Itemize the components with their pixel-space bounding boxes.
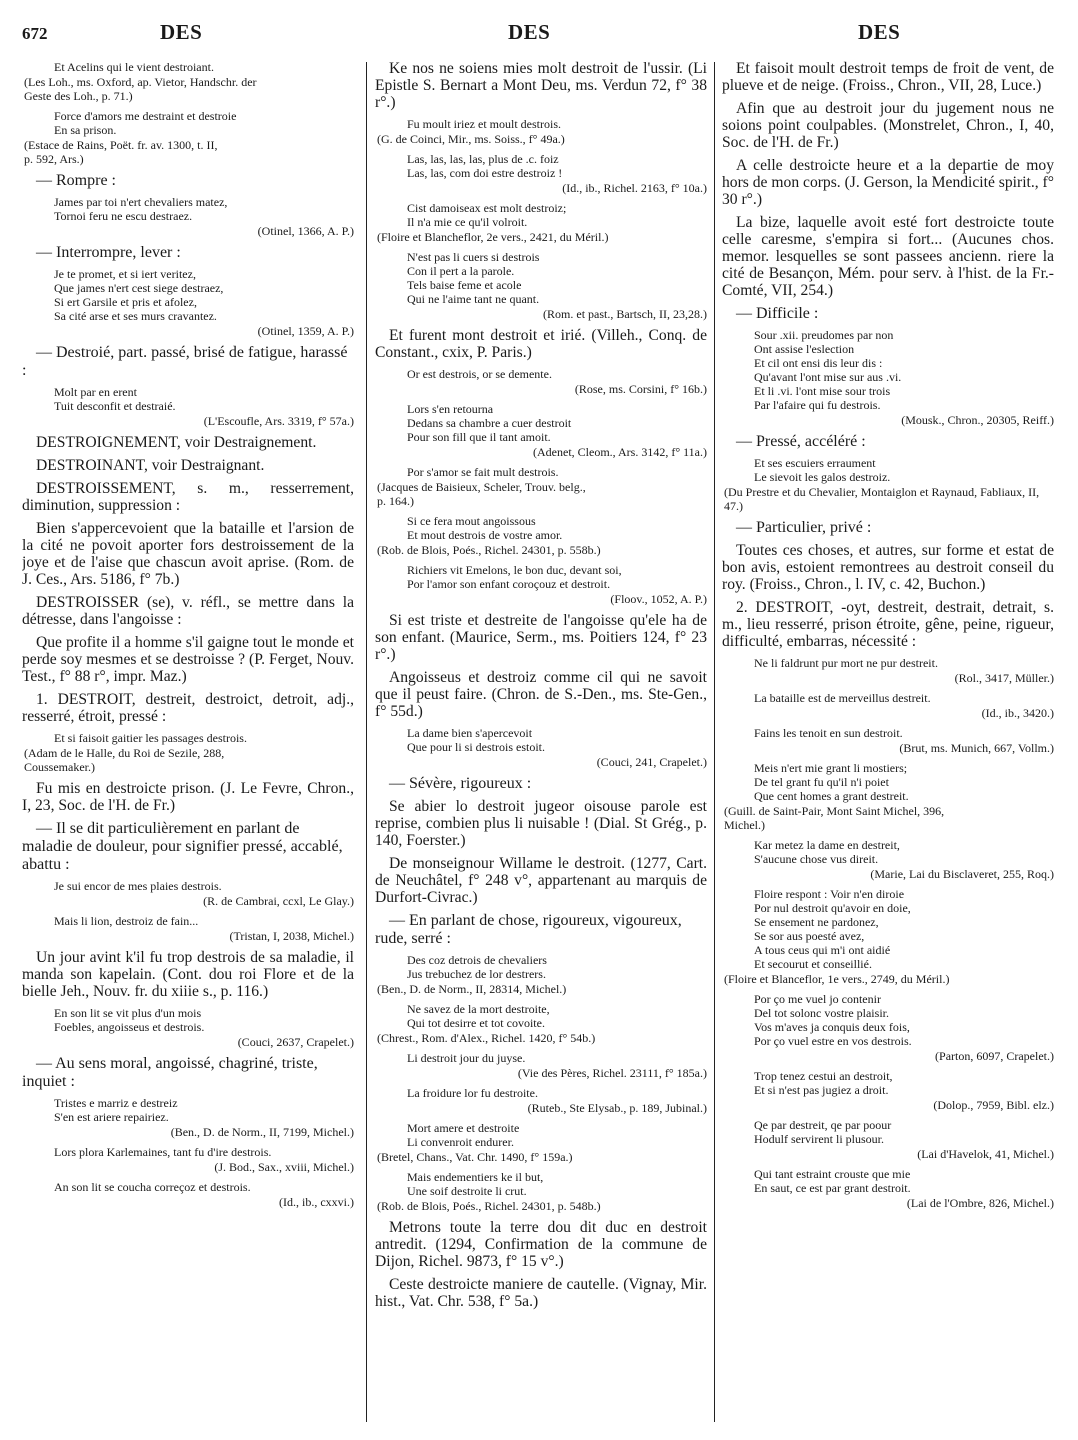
source-reference: (Ben., D. de Norm., II, 28314, Michel.) bbox=[377, 982, 567, 996]
verse-quote: Ne savez de la mort destroite, Qui tot desirre et tot covoite. bbox=[407, 1002, 550, 1030]
verse-quote: En son lit se vit plus d'un mois Foebles, angoisseus et destrois. bbox=[54, 1006, 205, 1034]
verse-quote: Ne li faldrunt pur mort ne pur destreit. bbox=[754, 656, 938, 670]
source-reference: (Lai de l'Ombre, 826, Michel.) bbox=[906, 1196, 1054, 1210]
source-reference: (J. Bod., Sax., xviii, Michel.) bbox=[214, 1160, 354, 1174]
source-reference: (G. de Coinci, Mir., ms. Soiss., f° 49a.) bbox=[377, 132, 565, 146]
sense-heading: — Difficile : bbox=[736, 305, 819, 322]
source-reference: (Rom. et past., Bartsch, II, 23,28.) bbox=[543, 307, 707, 321]
citation-prose: Si est triste et destreite de l'angoisse qu'ele ha de son enfant. (Maurice, Serm., ms. Poitiers 124, f° 23 r°.) bbox=[375, 612, 707, 663]
column-divider bbox=[714, 62, 715, 1422]
source-reference: (Tristan, I, 2038, Michel.) bbox=[229, 929, 354, 943]
dictionary-entry: DESTROINANT, voir Destraignant. bbox=[36, 457, 265, 474]
dictionary-entry: 2. DESTROIT, -oyt, destreit, destrait, detrait, s. m., lieu resserré, prison étroite, gêne, peine, rigueur, difficulté, embarras, nécessité : bbox=[722, 599, 1054, 650]
citation-prose: Ceste destroicte maniere de cautelle. (Vignay, Mir. hist., Vat. Chr. 538, f° 5a.) bbox=[375, 1276, 707, 1310]
source-reference: (Lai d'Havelok, 41, Michel.) bbox=[917, 1147, 1054, 1161]
source-reference: (Ruteb., Ste Elysab., p. 189, Jubinal.) bbox=[527, 1101, 707, 1115]
source-reference: (Vie des Pères, Richel. 23111, f° 185a.) bbox=[517, 1066, 707, 1080]
dictionary-column-2 bbox=[375, 60, 707, 1430]
verse-quote: Force d'amors me destraint et destroie En sa prison. bbox=[54, 109, 237, 137]
source-reference: (Id., ib., cxxvi.) bbox=[279, 1195, 354, 1209]
source-reference: (Guill. de Saint-Pair, Mont Saint Michel, 396, Michel.) bbox=[724, 804, 945, 832]
source-reference: (Ben., D. de Norm., II, 7199, Michel.) bbox=[170, 1125, 354, 1139]
verse-quote: James par toi n'ert chevaliers matez, Tornoi feru ne escu destraez. bbox=[54, 195, 228, 223]
source-reference: (Floire et Blanceflor, 1e vers., 2749, du Méril.) bbox=[724, 972, 950, 986]
source-reference: (Les Loh., ms. Oxford, ap. Vietor, Handschr. der Geste des Loh., p. 71.) bbox=[24, 75, 257, 103]
sense-heading: — Destroié, part. passé, brisé de fatigue, harassé : bbox=[22, 344, 348, 379]
source-reference: (Dolop., 7959, Bibl. elz.) bbox=[933, 1098, 1054, 1112]
citation-prose: Angoisseus et destroiz comme cil qui ne savoit que il peust faire. (Chron. de S.-Den., ms. Ste-Gen., f° 55d.) bbox=[375, 669, 707, 720]
verse-quote: Por ço me vuel jo contenir Del tot solonc vostre plaisir. Vos m'aves ja conquis deux fois, Por ço vuel estre en vos destrois. bbox=[754, 992, 912, 1048]
source-reference: (Id., ib., 3420.) bbox=[981, 706, 1054, 720]
verse-quote: Qe par destreit, qe par poour Hodulf servirent li plusour. bbox=[754, 1118, 892, 1146]
source-reference: (Couci, 2637, Crapelet.) bbox=[237, 1035, 354, 1049]
dictionary-entry: DESTROISSEMENT, s. m., resserrement, diminution, suppression : bbox=[22, 480, 354, 514]
citation-prose: Ke nos ne soiens mies molt destroit de l'ussir. (Li Epistle S. Bernart a Mont Deu, ms. Verdun 72, f° 38 r°.) bbox=[375, 60, 707, 111]
verse-quote: Por s'amor se fait mult destrois. bbox=[407, 465, 559, 479]
source-reference: (Floov., 1052, A. P.) bbox=[610, 592, 707, 606]
citation-prose: Afin que au destroit jour du jugement nous ne soions point coulpables. (Monstrelet, Chron., I, 40, Soc. de l'H. de Fr.) bbox=[722, 100, 1054, 151]
verse-quote: An son lit se coucha correçoz et destrois. bbox=[54, 1180, 251, 1194]
verse-quote: Je sui encor de mes plaies destrois. bbox=[54, 879, 222, 893]
source-reference: (Chrest., Rom. d'Alex., Richel. 1420, f° 54b.) bbox=[377, 1031, 596, 1045]
source-reference: (Otinel, 1359, A. P.) bbox=[257, 324, 354, 338]
running-headword-center: DES bbox=[508, 20, 551, 44]
source-reference: (Parton, 6097, Crapelet.) bbox=[935, 1049, 1054, 1063]
verse-quote: Lors plora Karlemaines, tant fu d'ire destrois. bbox=[54, 1145, 272, 1159]
source-reference: (Mousk., Chron., 20305, Reiff.) bbox=[901, 413, 1054, 427]
verse-quote: La froidure lor fu destroite. bbox=[407, 1086, 538, 1100]
page-number: 672 bbox=[22, 24, 48, 43]
verse-quote: Cist damoiseax est molt destroiz; Il n'a mie ce qu'il volroit. bbox=[407, 201, 567, 229]
source-reference: (Rob. de Blois, Poés., Richel. 24301, p. 558b.) bbox=[377, 543, 601, 557]
sense-heading: — Interrompre, lever : bbox=[36, 244, 181, 261]
citation-prose: Bien s'appercevoient que la bataille et l'arsion de la cité ne povoit aporter fors destroissement de la joye et de l'aise que chascun avoit aprise. (Rom. de J. Ces., Ars. 5186, f° 7b.) bbox=[22, 520, 354, 588]
source-reference: (Marie, Lai du Bisclaveret, 255, Roq.) bbox=[870, 867, 1054, 881]
column-divider bbox=[366, 62, 367, 1422]
sense-heading: — Sévère, rigoureux : bbox=[389, 775, 532, 792]
running-headword-right: DES bbox=[858, 20, 901, 44]
source-reference: (Floire et Blancheflor, 2e vers., 2421, du Méril.) bbox=[377, 230, 609, 244]
verse-quote: Tristes e marriz e destreiz S'en est ariere repairiez. bbox=[54, 1096, 178, 1124]
source-reference: (Du Prestre et du Chevalier, Montaiglon et Raynaud, Fabliaux, II, 47.) bbox=[724, 485, 1040, 513]
verse-quote: Kar metez la dame en destreit, S'aucune chose vus direit. bbox=[754, 838, 900, 866]
verse-quote: Si ce fera mout angoissous Et mout destrois de vostre amor. bbox=[407, 514, 563, 542]
verse-quote: La bataille est de merveillus destreit. bbox=[754, 691, 931, 705]
citation-prose: A celle destroicte heure et a la departie de moy hors de mon corps. (J. Gerson, la Mendicité spirit., f° 30 r°.) bbox=[722, 157, 1054, 208]
source-reference: (Jacques de Baisieux, Scheler, Trouv. belg., p. 164.) bbox=[377, 480, 586, 508]
sense-heading: — Il se dit particulièrement en parlant de maladie de douleur, pour signifier pressé, accablé, abattu : bbox=[22, 820, 343, 873]
source-reference: (Id., ib., Richel. 2163, f° 10a.) bbox=[562, 181, 707, 195]
source-reference: (Couci, 241, Crapelet.) bbox=[596, 755, 707, 769]
verse-quote: Floire respont : Voir n'en diroie Por nul destroit qu'avoir en doie, Se ensement ne pardonez, Se sor aus poesté avez, A tous ceus qui m'i ont aidié Et secourut et conseillié. bbox=[754, 887, 911, 971]
verse-quote: Lors s'en retourna Dedans sa chambre a cuer destroit Pour son fill que il tant amoit. bbox=[407, 402, 572, 444]
verse-quote: Mais endementiers ke il but, Une soif destroite li crut. bbox=[407, 1170, 544, 1198]
dictionary-column-3 bbox=[722, 60, 1054, 1430]
verse-quote: La dame bien s'apercevoit Que pour li si destrois estoit. bbox=[407, 726, 545, 754]
citation-prose: Un jour avint k'il fu trop destrois de sa maladie, il manda son kapelain. (Cont. dou roi Flore et de la bielle Jeh., Nouv. fr. du xiiie s., p. 116.) bbox=[22, 949, 354, 1000]
source-reference: (Estace de Rains, Poët. fr. av. 1300, t. II, p. 592, Ars.) bbox=[24, 138, 218, 166]
sense-heading: — En parlant de chose, rigoureux, vigoureux, rude, serré : bbox=[375, 912, 682, 947]
source-reference: (Rol., 3417, Müller.) bbox=[954, 671, 1054, 685]
source-reference: (Rob. de Blois, Poés., Richel. 24301, p. 548b.) bbox=[377, 1199, 601, 1213]
citation-prose: Que profite il a homme s'il gaigne tout le monde et perde soy mesmes et se destroisse ? (P. Ferget, Nouv. Test., f° 88 r°, impr. Maz.) bbox=[22, 634, 354, 685]
citation-prose: Se abier lo destroit jugeor oisouse parole est reprise, combien plus li nuisable ! (Dial. St Grég., p. 140, Foerster.) bbox=[375, 798, 707, 849]
sense-heading: — Particulier, privé : bbox=[736, 519, 872, 536]
verse-quote: N'est pas li cuers si destrois Con il pert a la parole. Tels baise feme et acole Qui ne l'aime tant ne quant. bbox=[407, 250, 540, 306]
dictionary-entry: 1. DESTROIT, destreit, destroict, detroit, adj., resserré, étroit, pressé : bbox=[22, 691, 354, 725]
dictionary-entry: DESTROISSER (se), v. réfl., se mettre dans la détresse, dans l'angoisse : bbox=[22, 594, 354, 628]
verse-quote: Sour .xii. preudomes par non Ont assise l'eslection Et cil ont ensi dis leur dis : Qu'avant l'ont mise sur aus .vi. Et li .vi. l'ont mise sour trois Par l'afaire qui fu destrois. bbox=[754, 328, 902, 412]
citation-prose: Et faisoit moult destroit temps de froit de vent, de plueve et de neige. (Froiss., Chron., VII, 28, Luce.) bbox=[722, 60, 1054, 94]
dictionary-column-1 bbox=[22, 60, 354, 1430]
verse-quote: Je te promet, et si iert veritez, Que james n'ert cest siege destraez, Si ert Garsile et pris et afolez, Sa cité arse et ses murs cravantez. bbox=[54, 267, 224, 323]
verse-quote: Meis n'ert mie grant li mostiers; De tel grant fu qu'il n'i poiet Que cent homes a grant destreit. bbox=[754, 761, 909, 803]
citation-prose: Et furent mont destroit et irié. (Villeh., Conq. de Constant., cxix, P. Paris.) bbox=[375, 327, 707, 361]
verse-quote: Molt par en erent Tuit desconfit et destraié. bbox=[54, 385, 176, 413]
citation-prose: Fu mis en destroicte prison. (J. Le Fevre, Chron., I, 23, Soc. de l'H. de Fr.) bbox=[22, 780, 354, 814]
source-reference: (L'Escoufle, Ars. 3319, f° 57a.) bbox=[203, 414, 354, 428]
verse-quote: Li destroit jour du juyse. bbox=[407, 1051, 526, 1065]
page-header bbox=[0, 18, 1078, 48]
running-headword-left: DES bbox=[160, 20, 203, 44]
citation-prose: De monseignour Willame le destroit. (1277, Cart. de Neuchâtel, f° 248 v°, appartenant au marquis de Durfort-Civrac.) bbox=[375, 855, 707, 906]
verse-quote: Et ses escuiers erraument Le sievoit les galos destroiz. bbox=[754, 456, 891, 484]
verse-quote: Fains les tenoit en sun destroit. bbox=[754, 726, 903, 740]
verse-quote: Et si faisoit gaitier les passages destrois. bbox=[54, 731, 247, 745]
verse-quote: Richiers vit Emelons, le bon duc, devant soi, Por l'amor son enfant coroçouz et destroit. bbox=[407, 563, 622, 591]
sense-heading: — Au sens moral, angoissé, chagriné, triste, inquiet : bbox=[22, 1055, 318, 1090]
verse-quote: Las, las, las, las, plus de .c. foiz Las, las, com doi estre destroiz ! bbox=[407, 152, 563, 180]
verse-quote: Des coz detrois de chevaliers Jus trebuchez de lor destrers. bbox=[407, 953, 547, 981]
citation-prose: Toutes ces choses, et autres, sur forme et estat de bon avis, estoient remontrees au destroit conseil du roy. (Froiss., Chron., l. IV, c. 42, Buchon.) bbox=[722, 542, 1054, 593]
verse-quote: Trop tenez cestui an destroit, Et si n'est pas jugiez a droit. bbox=[754, 1069, 893, 1097]
source-reference: (Otinel, 1366, A. P.) bbox=[257, 224, 354, 238]
source-reference: (Adenet, Cleom., Ars. 3142, f° 11a.) bbox=[533, 445, 707, 459]
dictionary-entry: DESTROIGNEMENT, voir Destraignement. bbox=[36, 434, 317, 451]
citation-prose: Metrons toute la terre dou dit duc en destroit antredit. (1294, Confirmation de la commune de Dijon, Richel. 9873, f° 15 v°.) bbox=[375, 1219, 707, 1270]
source-reference: (Adam de le Halle, du Roi de Sezile, 288, Coussemaker.) bbox=[24, 746, 225, 774]
citation-prose: La bize, laquelle avoit esté fort destroicte toute celle caresme, s'empira si fort... (Aucunes chos. memor. lesquelles se sont passees ancienn. riere la cité de Besançon, Mém. pour serv. à l'hist. de la Fr.-Comté, VII, 254.) bbox=[722, 214, 1054, 299]
verse-quote: Et Acelins qui le vient destroiant. bbox=[54, 60, 214, 74]
source-reference: (Bretel, Chans., Vat. Chr. 1490, f° 159a.) bbox=[377, 1150, 573, 1164]
verse-quote: Mort amere et destroite Li convenroit endurer. bbox=[407, 1121, 520, 1149]
source-reference: (R. de Cambrai, ccxl, Le Glay.) bbox=[203, 894, 354, 908]
verse-quote: Fu moult iriez et moult destrois. bbox=[407, 117, 561, 131]
sense-heading: — Rompre : bbox=[36, 172, 116, 189]
verse-quote: Qui tant estraint crouste que mie En saut, ce est par grant destroit. bbox=[754, 1167, 911, 1195]
sense-heading: — Pressé, accéléré : bbox=[736, 433, 866, 450]
source-reference: (Brut, ms. Munich, 667, Vollm.) bbox=[899, 741, 1054, 755]
verse-quote: Or est destrois, or se demente. bbox=[407, 367, 552, 381]
source-reference: (Rose, ms. Corsini, f° 16b.) bbox=[574, 382, 707, 396]
verse-quote: Mais li lion, destroiz de fain... bbox=[54, 914, 199, 928]
